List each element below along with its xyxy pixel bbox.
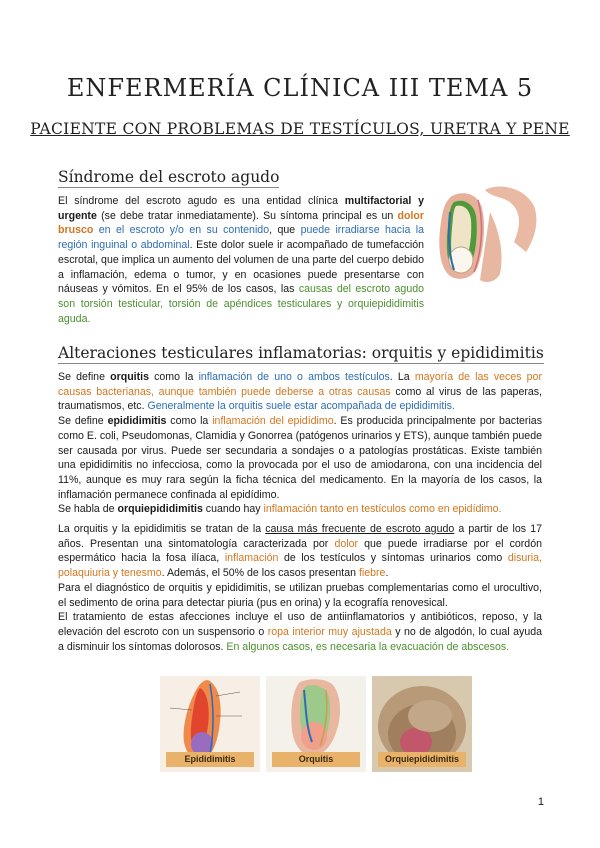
testis-illustration <box>430 182 542 286</box>
paragraph-orquitis: Se define orquitis como la inflamación de uno o ambos testículos. La mayoría de las veces por causas bacterianas, aunque también puede deberse a otras causas como al virus de las paperas, traumatismos, etc. Generalmente la orquitis suele estar acompañada de epididimitis. Se define epididimitis como la inflamación del epidídimo. Es producida principalmente por bacterias como E. coli, Pseudomonas, Clamidia y Gonorrea (patógenos urinarios y ETS), aunque también puede ser causada por virus. Puede ser secundaria a sondajes o a patologías prostáticas. Existe también una epididimitis no infecciosa, como la provocada por el uso de amiodarona, con una incidencia del 11%, aunque es muy rara según la ficha técnica del medicamento. En la mayoría de los casos, la inflamación permanece confinada al epidídimo. Se habla de orquiepididimitis cuando hay inflamación tanto en testículos como en epidídimo. <box>58 371 542 516</box>
caption-epididimitis: Epididimitis <box>166 752 254 767</box>
page-number: 1 <box>537 796 544 808</box>
caption-orquiepididimitis: Orquiepididimitis <box>378 752 466 767</box>
figure-inflammation-types <box>160 676 476 772</box>
paragraph-sintomas-tratamiento: La orquitis y la epididimitis se tratan de la causa más frecuente de escroto agudo a partir de los 17 años. Presentan una sintomatología caracterizada por dolor que puede irradiarse por el cordón espermático hacia la fosa ilíaca, inflamación de los testículos y síntomas urinarios como disuria, polaquiuria y tenesmo. Además, el 50% de los casos presentan fiebre. Para el diagnóstico de orquitis y epididimitis, se utilizan pruebas complementarias como el urocultivo, el sedimento de orina para detectar piuria (pus en orina) y la ecografía renovesical. El tratamiento de estas afecciones incluye el uso de antiinflamatorios y antibióticos, reposo, y la elevación del escroto con un suspensorio o ropa interior muy ajustada y no de algodón, lo cual ayuda a disminuir los síntomas dolorosos. En algunos casos, es necesaria la evacuación de abscesos. <box>58 523 542 653</box>
paragraph-escroto-agudo: El síndrome del escroto agudo es una entidad clínica multifactorial y urgente (se debe tratar inmediatamente). Su síntoma principal es un dolor brusco en el escroto y/o en su contenido, que puede irradiarse hacia la región inguinal o abdominal. Este dolor suele ir acompañado de tumefacción escrotal, que implica un aumento del volumen de una parte del cuerpo debido a inflamación, edema o tumor, y en ocasiones puede presentarse con náuseas y vómitos. En el 95% de los casos, las causas del escroto agudo son torsión testicular, torsión de apéndices testiculares y orquiepididimitis aguda. <box>58 195 425 325</box>
page-subtitle: PACIENTE CON PROBLEMAS DE TESTÍCULOS, URETRA Y PENE <box>30 120 570 138</box>
caption-orquitis: Orquitis <box>272 752 360 767</box>
section-heading-escroto-agudo: Síndrome del escroto agudo <box>58 168 280 186</box>
section-heading-alteraciones: Alteraciones testiculares inflamatorias: orquitis y epididimitis <box>58 344 544 362</box>
page-title: ENFERMERÍA CLÍNICA III TEMA 5 <box>66 74 534 102</box>
